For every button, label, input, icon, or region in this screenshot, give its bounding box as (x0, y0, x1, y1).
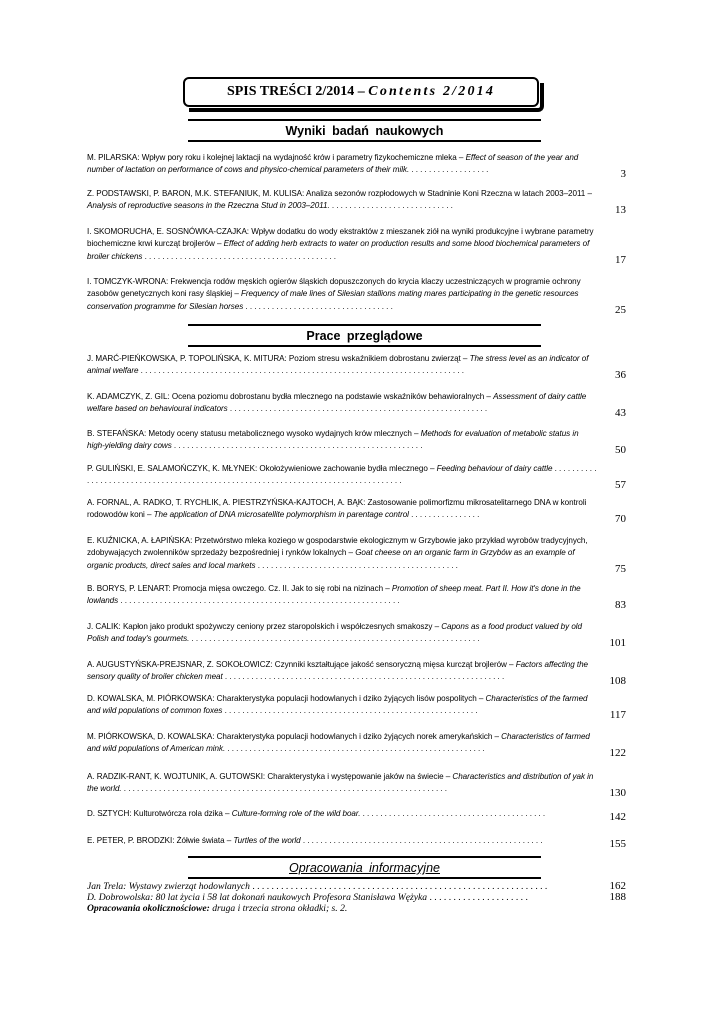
toc-entry[interactable] (87, 497, 632, 525)
entry-text (87, 835, 597, 847)
entry-text (87, 226, 597, 263)
page-number: 13 (615, 203, 626, 216)
occasional-label: Opracowania okolicznościowe: (87, 903, 210, 914)
entry-title-pl: Analiza sezonów rozpłodowych w Stadninie Koni Rzeczna w latach 2003–2011 – (305, 189, 592, 198)
page-number: 50 (615, 443, 626, 456)
entry-text (87, 353, 597, 378)
entry-title-en: Effect of adding herb extracts to water on production results and some blood biochemical parameters of broiler chickens (87, 239, 590, 261)
dot-leader: . . . . . . . . . . . . . . . . . . . . . . . . . . . . . . . . . . . . . . . . . . (360, 809, 546, 818)
entry-authors: A. FORNAL, A. RADKO, T. RYCHLIK, A. PIESTRZYŃSKA-KAJTOCH, A. BĄK: (87, 498, 368, 507)
entry-title-en: Effect of season of the year and number of lactation on performance of cows and physico-chemical parameters of their milk. (87, 153, 579, 175)
entry-text (87, 188, 597, 213)
entry-authors: B. BORYS, P. LENART: (87, 584, 173, 593)
entry-title-en: Turtles of the world (233, 836, 301, 845)
entry-text (87, 391, 597, 416)
entry-title-pl: Czynniki kształtujące jakość sensoryczną mięsa kurcząt brojlerów – (274, 660, 516, 669)
dot-leader: . . . . . . . . . . . . . . . . . . . . . . . . . . . . . . . . . . . . . . . . . . . . . . . . . . . . . . . . . . . . . . . . (222, 672, 505, 682)
entry-title-en: Methods for evaluation of metabolic status in high-yielding dairy cows (87, 429, 579, 451)
entry-text (87, 152, 597, 177)
entry-title-pl: Wpływ pory roku i kolejnej laktacji na wydajność krów i parametry fizykochemiczne mleka – (141, 153, 466, 162)
page-number: 75 (615, 562, 626, 575)
entry-title-en: The stress level as an indicator of animal welfare (87, 354, 589, 376)
info-entry[interactable] (87, 881, 632, 892)
section-header-info (188, 856, 541, 879)
entry-text (87, 659, 597, 684)
entry-authors: D. SZTYCH: (87, 809, 134, 818)
entry-title-en: Culture-forming role of the wild boar. (231, 809, 361, 818)
entry-title-pl: Frekwencja rodów męskich ogierów śląskich dopuszczonych do krycia klaczy uczestniczących w programie ochrony zasobów genetycznych koni rasy śląskiej – (87, 277, 581, 299)
entry-title-en: The application of DNA microsatellite polymorphism in parentage control (153, 510, 409, 520)
entry-title-en: Feeding behaviour of dairy cattle (436, 464, 553, 473)
dot-leader: . . . . . . . . . . . . . . . . . . . . . . . . . . . . . . . . . . . . . . . . . . . . . . . . . . . . . . . . . . . (225, 744, 485, 754)
dot-leader: . . . . . . . . . . . . . . . . . . . . . . . . . . . . . . . . . . (243, 301, 393, 311)
entry-title-en: Characteristics of the farmed and wild populations of common foxes (87, 694, 588, 716)
entry-title-pl: Charakterystyka i występowanie jaków na świecie – (267, 772, 453, 781)
dot-leader: . . . . . . . . . . . . . . . . . . . . . . . . . . . . . . . . . . . . . . . . . . . . . . . . . . . . . . . . . . . . . . . . . . . . . . . . . . . . . . . . . . (87, 464, 597, 486)
occasional-text: druga i trzecia strona okładki; s. 2. (209, 903, 348, 914)
page-number: 25 (615, 303, 626, 316)
entry-title-pl: Wpływ dodatku do wody ekstraktów z mieszanek ziół na wyniki produkcyjne i wybrane parametry biochemiczne krwi kurcząt brojlerów – (87, 227, 594, 249)
dot-leader: . . . . . . . . . . . . . . . . . . . . . . . . . . . . . . . . . . . . . . . . . . . . (142, 251, 336, 261)
entry-text (87, 731, 597, 756)
entry-title-pl: Charakterystyka populacji hodowlanych i dziko żyjących lisów pospolitych – (216, 694, 486, 703)
dot-leader: . . . . . . . . . . . . . . . . . . . . . . . . . . . . . . . . . . . . . . . . . . . . . . . . . . . . . . . . . . . (227, 404, 488, 414)
entry-text (87, 771, 597, 796)
dot-leader: . . . . . . . . . . . . . . . . . . . . . . . . . . . . . . . . . . . . . . . . . . . . . . (255, 560, 458, 570)
dot-leader: . . . . . . . . . . . . . . . . . . . . . . . . . . . . . . . . . . . . . . . . . . . . . . . . . . . . . . . . . . . . . . . . . . (189, 634, 480, 644)
title-polish: SPIS TREŚCI 2/2014 – (226, 84, 369, 99)
entry-title-en: Characteristics and distribution of yak in the world. (87, 772, 594, 794)
entry-text (87, 693, 597, 718)
entry-title-en: Characteristics of farmed and wild populations of American mink. (87, 732, 590, 754)
entry-authors: E. KUŹNICKA, A. ŁAPIŃSKA: (87, 536, 195, 545)
page-number: 188 (609, 891, 626, 903)
info-entry-text: D. Dobrowolska: 80 lat życia i 58 lat dokonań naukowych Profesora Stanisława Wężyka (87, 892, 428, 903)
toc-entry[interactable] (87, 731, 632, 759)
entry-title-pl: Kapłon jako produkt spożywczy ceniony przez staropolskich i współczesnych smakoszy – (122, 622, 442, 631)
toc-entry[interactable] (87, 835, 632, 851)
toc-entry[interactable] (87, 188, 632, 216)
entry-authors: K. ADAMCZYK, Z. GIL: (87, 392, 172, 401)
entry-title-pl: Zastosowanie polimorfizmu mikrosatelitarnego DNA w kontroli rodowodów koni – (87, 498, 587, 520)
dot-leader: . . . . . . . . . . . . . . . . . . . . . . . . . . . . . . . . . . . . . . . . . . . . . . . . . . . . . . . (300, 836, 543, 845)
toc-entry[interactable] (87, 353, 632, 381)
toc-entry[interactable] (87, 535, 632, 575)
entry-title-en: Capons as a food product valued by old Polish and today's gourmets. (87, 622, 582, 644)
entry-text (87, 808, 597, 820)
entry-authors: J. MARĆ-PIEŃKOWSKA, P. TOPOLIŃSKA, K. MITURA: (87, 354, 289, 363)
page-number: 70 (615, 512, 626, 525)
section-header-research (188, 119, 541, 142)
entry-authors: D. KOWALSKA, M. PIÓRKOWSKA: (87, 694, 217, 703)
toc-entry[interactable] (87, 152, 632, 180)
entry-authors: P. GULIŃSKI, E. SALAMOŃCZYK, K. MŁYNEK: (87, 464, 260, 473)
entry-text (87, 497, 597, 522)
toc-entry[interactable] (87, 621, 632, 649)
entry-title-pl: Kulturotwórcza rola dzika – (133, 809, 232, 818)
section-header-reviews (188, 324, 541, 347)
info-entry[interactable] (87, 892, 632, 903)
occasional-note (87, 903, 632, 914)
toc-entry[interactable] (87, 463, 632, 491)
toc-entry[interactable] (87, 771, 632, 799)
title-english: Contents 2/2014 (368, 84, 496, 99)
toc-entry[interactable] (87, 583, 632, 611)
page-number: 101 (609, 636, 626, 649)
entry-authors: Z. PODSTAWSKI, P. BARON, M.K. STEFANIUK, M. KULISA: (87, 189, 306, 198)
entry-title-en: Promotion of sheep meat. Part II. How it's done in the lowlands (87, 584, 581, 606)
entry-title-pl: Poziom stresu wskaźnikiem dobrostanu zwierząt – (288, 354, 470, 363)
dot-leader: . . . . . . . . . . . . . . . . . . . . . (427, 892, 528, 903)
entry-authors: E. PETER, P. BRODZKI: (87, 836, 177, 845)
entry-title-pl: Charakterystyka populacji hodowlanych i dziko żyjących norek amerykańskich – (216, 732, 502, 741)
entry-title-en: Goat cheese on an organic farm in Grzybów as an example of organic products, direct sales and local markets (87, 548, 575, 570)
toc-entry[interactable] (87, 391, 632, 419)
page-number: 155 (609, 838, 626, 851)
entry-title-en: Factors affecting the sensory quality of broiler chicken meat (87, 660, 588, 682)
entry-title-pl: Żółwie świata – (176, 836, 234, 845)
entry-title-pl: Metody oceny statusu metabolicznego wysoko wydajnych krów mlecznych – (148, 429, 421, 438)
entry-title-pl: Przetwórstwo mleka koziego w gospodarstwie ekologicznym w Grzybowie jako przykład wyrobów tradycyjnych, zdobywających zwolenników sprzedaży bezpośredniej i rynków lokalnych – (87, 536, 588, 558)
page-number: 122 (609, 746, 626, 759)
entry-text (87, 276, 597, 313)
toc-entry[interactable] (87, 428, 632, 456)
section-title: Opracowania informacyjne (289, 861, 440, 875)
title-box (183, 77, 539, 107)
entry-text (87, 463, 597, 488)
page-number: 36 (615, 368, 626, 381)
page-number: 117 (609, 708, 626, 721)
dot-leader: . . . . . . . . . . . . . . . . . . . . . . . . . . . . . . . . . . . . . . . . . . . . . . . . . . . . . . . . . . . . . . (249, 881, 548, 892)
page-number: 162 (609, 880, 626, 892)
page-number: 17 (615, 253, 626, 266)
toc-entry[interactable] (87, 659, 632, 687)
entry-authors: M. PILARSKA: (87, 153, 142, 162)
section-title: Wyniki badań naukowych (285, 124, 444, 138)
entry-text (87, 428, 597, 453)
dot-leader: . . . . . . . . . . . . . . . . . . . . . . . . . . . . . . . . . . . . . . . . . . . . . . . . . . . . . . . . . . . . . . . . . . . . . . . . . . (121, 784, 448, 794)
dot-leader: . . . . . . . . . . . . . . . . . . . . . . . . . . . . . . . . . . . . . . . . . . . . . . . . . . . . . . . . . . (222, 706, 478, 716)
entry-authors: J. CALIK: (87, 622, 123, 631)
dot-leader: . . . . . . . . . . . . . . . . . . (409, 165, 489, 175)
dot-leader: . . . . . . . . . . . . . . . . . . . . . . . . . . . . . . . . . . . . . . . . . . . . . . . . . . . . . . . . . (171, 441, 423, 451)
entry-authors: M. PIÓRKOWSKA, D. KOWALSKA: (87, 732, 217, 741)
entry-authors: I. TOMCZYK-WRONA: (87, 277, 171, 286)
dot-leader: . . . . . . . . . . . . . . . . . . . . . . . . . . . . . . . . . . . . . . . . . . . . . . . . . . . . . . . . . . . . . . . . . . . . . . . . . . (138, 366, 464, 376)
toc-entry[interactable] (87, 693, 632, 721)
section-title: Prace przeglądowe (306, 329, 423, 343)
page-number: 142 (609, 811, 626, 824)
page-number: 3 (620, 167, 626, 180)
page-number: 57 (615, 478, 626, 491)
page-number: 83 (615, 598, 626, 611)
entry-authors: A. RADZIK-RANT, K. WOJTUNIK, A. GUTOWSKI: (87, 772, 268, 781)
entry-text (87, 621, 597, 646)
entry-title-en: Analysis of reproductive seasons in the Rzeczna Stud in 2003–2011. (87, 201, 330, 211)
entry-title-pl: Ocena poziomu dobrostanu bydła mlecznego na podstawie wskaźników behawioralnych – (171, 392, 494, 401)
dot-leader: . . . . . . . . . . . . . . . . (408, 510, 480, 520)
entry-authors: A. AUGUSTYŃSKA-PREJSNAR, Z. SOKOŁOWICZ: (87, 660, 275, 669)
entry-text (87, 583, 597, 608)
entry-title-pl: Promocja mięsa owczego. Cz. II. Jak to się robi na nizinach – (172, 584, 392, 593)
page-number: 43 (615, 406, 626, 419)
entry-authors: I. SKOMORUCHA, E. SOSNÓWKA-CZAJKA: (87, 227, 252, 236)
dot-leader: . . . . . . . . . . . . . . . . . . . . . . . . . . . . (329, 201, 453, 211)
dot-leader: . . . . . . . . . . . . . . . . . . . . . . . . . . . . . . . . . . . . . . . . . . . . . . . . . . . . . . . . . . . . . . . . (118, 596, 400, 606)
entry-title-pl: Okołożywieniowe zachowanie bydła mlecznego – (259, 464, 437, 473)
toc-entry[interactable] (87, 808, 632, 824)
toc-entry[interactable] (87, 226, 632, 266)
page-number: 108 (609, 674, 626, 687)
info-entry-text: Jan Trela: Wystawy zwierząt hodowlanych (87, 881, 250, 892)
page-number: 130 (609, 786, 626, 799)
entry-title-en: Frequency of male lines of Silesian stallions mating mares participating in the genetic resources conservation programme for Silesian horses (87, 289, 579, 311)
entry-title-en: Assessment of dairy cattle welfare based on behavioural indicators (87, 392, 587, 414)
entry-authors: B. STEFAŃSKA: (87, 429, 149, 438)
entry-text (87, 535, 597, 572)
info-list (87, 881, 632, 914)
toc-entry[interactable] (87, 276, 632, 316)
page-title (185, 84, 537, 100)
